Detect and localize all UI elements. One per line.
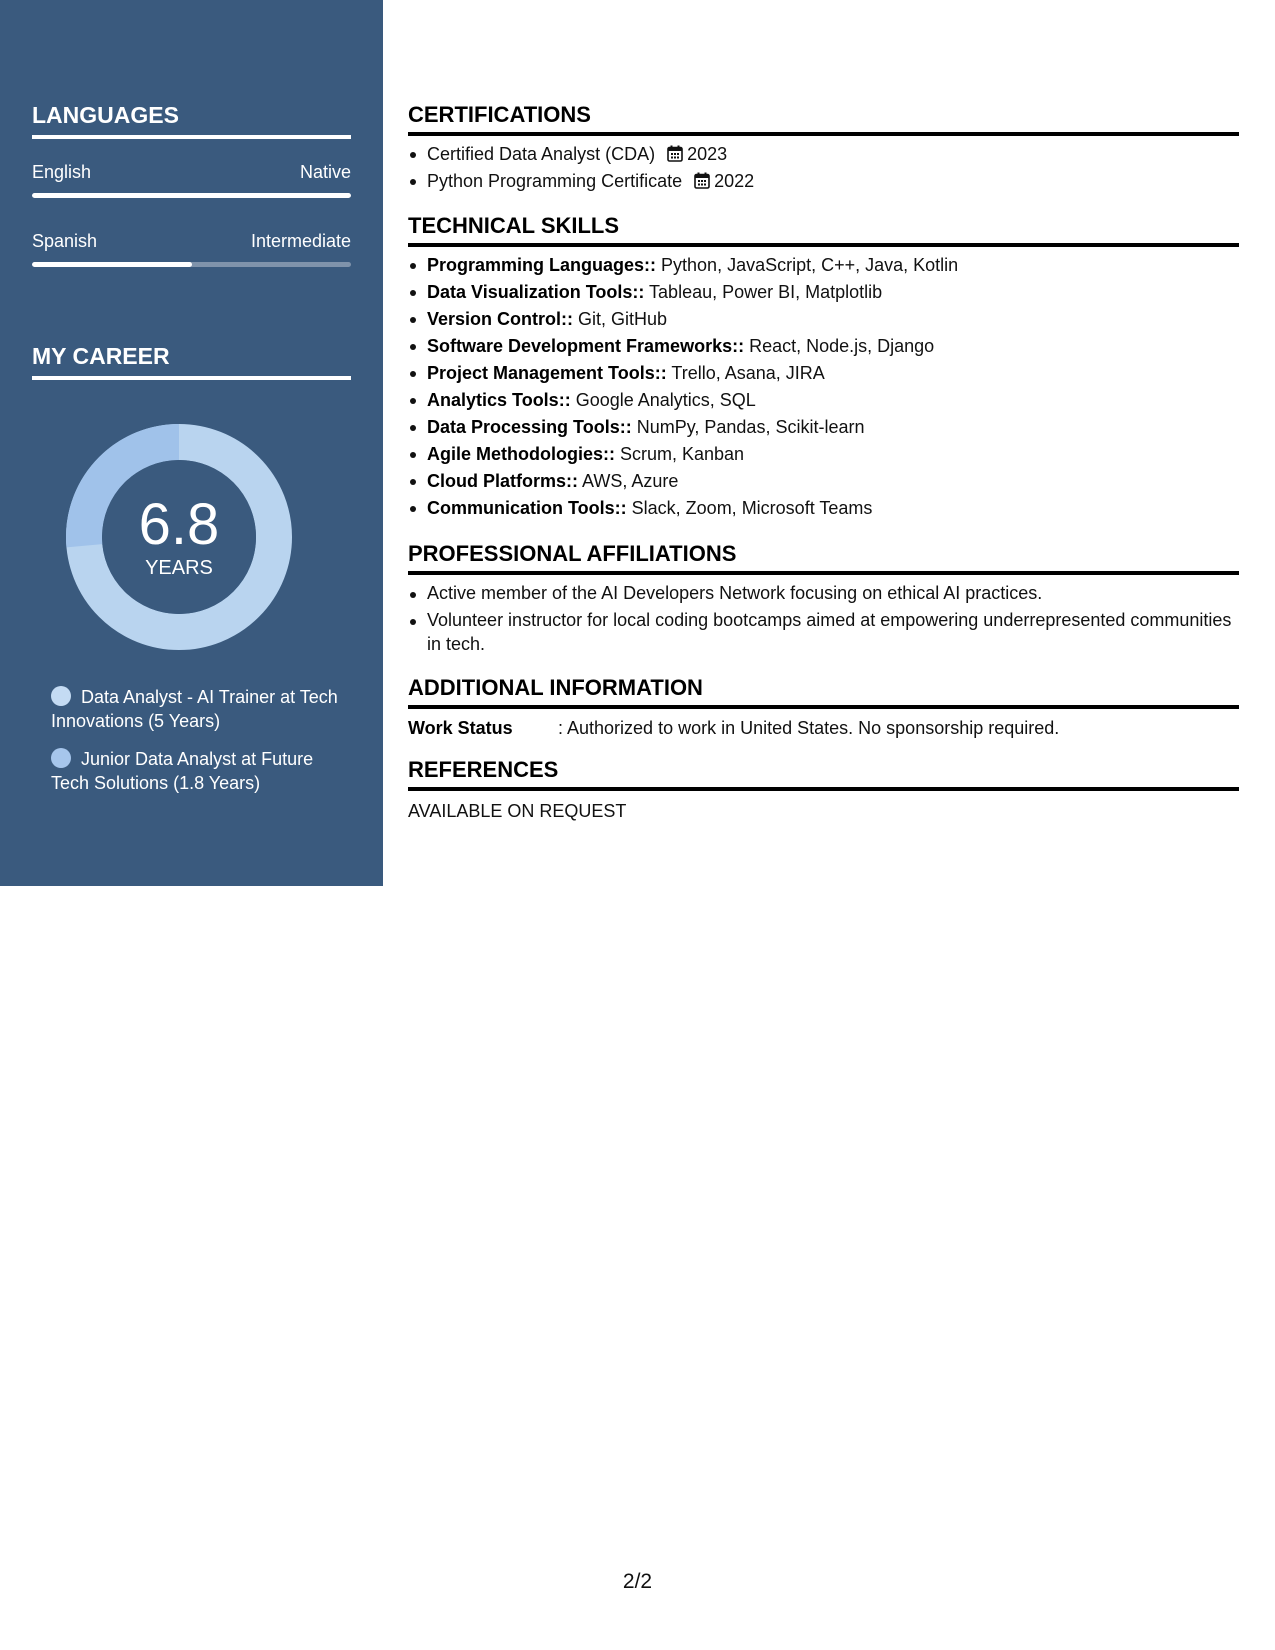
skill-label: Project Management Tools::	[427, 363, 667, 383]
skill-item	[408, 360, 1239, 387]
languages-heading: LANGUAGES	[32, 102, 351, 139]
skill-item	[408, 441, 1239, 468]
skill-value: AWS, Azure	[578, 471, 679, 491]
skill-value: NumPy, Pandas, Scikit-learn	[631, 417, 865, 437]
certification-year: 2023	[687, 144, 728, 164]
additional-info-heading: ADDITIONAL INFORMATION	[408, 675, 1239, 709]
legend-dot-icon	[51, 748, 71, 768]
skill-value: Git, GitHub	[573, 309, 668, 329]
certification-year: 2022	[714, 171, 755, 191]
skill-value: Slack, Zoom, Microsoft Teams	[626, 498, 873, 518]
language-level: Native	[299, 162, 351, 182]
language-proficiency-bar-english	[32, 193, 351, 198]
skill-item	[408, 306, 1239, 333]
skill-item	[408, 333, 1239, 360]
certifications-list	[408, 141, 1239, 195]
language-proficiency-fill	[32, 193, 351, 198]
certification-name: Certified Data Analyst (CDA)	[427, 144, 656, 164]
skill-label: Analytics Tools::	[427, 390, 571, 410]
language-proficiency-bar-spanish	[32, 262, 351, 267]
sidebar	[0, 0, 383, 886]
affiliations-list	[408, 581, 1239, 659]
career-total-unit: YEARS	[145, 556, 213, 579]
language-level: Intermediate	[250, 231, 351, 251]
affiliation-item: Volunteer instructor for local coding bootcamps aimed at empowering underrepresented communities in tech.	[408, 608, 1239, 656]
skill-value: Tableau, Power BI, Matplotlib	[644, 282, 883, 302]
references-text: AVAILABLE ON REQUEST	[408, 801, 627, 821]
skill-value: Google Analytics, SQL	[570, 390, 756, 410]
skill-value: Trello, Asana, JIRA	[666, 363, 825, 383]
language-proficiency-fill	[32, 262, 192, 267]
language-name: Spanish	[32, 231, 98, 251]
career-legend-label: Junior Data Analyst at Future Tech Solutions (1.8 Years)	[51, 749, 314, 793]
skill-item	[408, 279, 1239, 306]
calendar-icon	[667, 145, 683, 162]
skill-label: Data Visualization Tools::	[427, 282, 645, 302]
work-status-label: Work Status	[408, 718, 513, 738]
skill-label: Agile Methodologies::	[427, 444, 615, 464]
calendar-icon	[694, 172, 710, 189]
career-total-years: 6.8	[138, 491, 220, 557]
work-status-value: : Authorized to work in United States. No sponsorship required.	[558, 718, 1060, 738]
skill-item	[408, 414, 1239, 441]
skill-label: Version Control::	[427, 309, 574, 329]
certification-name: Python Programming Certificate	[427, 171, 683, 191]
affiliation-item: Active member of the AI Developers Network focusing on ethical AI practices.	[408, 581, 1239, 605]
skill-value: Scrum, Kanban	[615, 444, 745, 464]
skill-label: Cloud Platforms::	[427, 471, 578, 491]
career-heading: MY CAREER	[32, 343, 351, 380]
skill-label: Programming Languages::	[427, 255, 657, 275]
skill-label: Data Processing Tools::	[427, 417, 632, 437]
skill-label: Communication Tools::	[427, 498, 627, 518]
technical-skills-heading: TECHNICAL SKILLS	[408, 213, 1239, 247]
skill-value: React, Node.js, Django	[744, 336, 935, 356]
skill-item	[408, 387, 1239, 414]
skill-value: Python, JavaScript, C++, Java, Kotlin	[656, 255, 959, 275]
skill-item	[408, 495, 1239, 522]
affiliations-heading: PROFESSIONAL AFFILIATIONS	[408, 541, 1239, 575]
language-row-english	[32, 162, 351, 183]
work-status-row	[408, 716, 1239, 740]
career-legend-item	[51, 747, 351, 795]
certification-item	[408, 168, 1239, 195]
career-legend-label: Data Analyst - AI Trainer at Tech Innovations (5 Years)	[51, 687, 338, 731]
language-row-spanish	[32, 231, 351, 252]
skill-label: Software Development Frameworks::	[427, 336, 745, 356]
skill-item	[408, 252, 1239, 279]
legend-dot-icon	[51, 686, 71, 706]
skill-item	[408, 468, 1239, 495]
technical-skills-list	[408, 252, 1239, 522]
certification-item	[408, 141, 1239, 168]
certifications-heading: CERTIFICATIONS	[408, 102, 1239, 136]
language-name: English	[32, 162, 92, 182]
career-legend-item	[51, 685, 351, 733]
career-donut-chart	[66, 424, 292, 650]
references-heading: REFERENCES	[408, 757, 1239, 791]
page-number: 2/2	[622, 1570, 653, 1593]
donut-center-label	[66, 424, 292, 650]
